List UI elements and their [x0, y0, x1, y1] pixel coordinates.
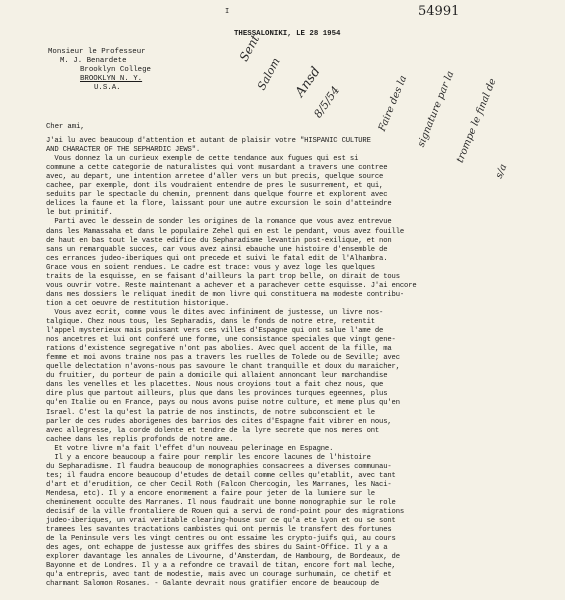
- letter-line: quelle delectation n'avons-nous pas savoure le chant tranquille et doux du maraicher,: [46, 363, 400, 372]
- letter-line: tramees les savantes tractations cambistes qui ont permis le transfert des fortunes: [46, 526, 392, 535]
- letter-line: qu'en Italie ou en France, pays ou nous avons puise notre culture, et meme plus qu'en: [46, 399, 400, 408]
- letter-line: Bayonne et de Londres. Il y a a refondre ce travail de titan, encore fort mal leche,: [46, 562, 396, 571]
- letter-line: femme et moi avons traine nos pas a travers les ruelles de Tolede ou de Seville; avec: [46, 354, 400, 363]
- letter-line: rations d'existence segregative n'ont pas abolies. Avec quel accent de la fille, ma: [46, 345, 392, 354]
- page-number: I: [225, 8, 230, 16]
- manuscript-number: 54991: [418, 4, 460, 19]
- letter-line: Vous avez ecrit, comme vous le dites avec infiniment de justesse, un livre nos-: [46, 308, 384, 317]
- letter-line: tes; il faudra encore beaucoup d'etudes de detail comme celles qu'etablit, avec tant: [46, 471, 396, 480]
- letter-line: charmant Salomon Rosanes. - Galante devrait nous gratifier encore de beaucoup de: [46, 580, 380, 589]
- letter-line: cachee dans les replis profonds de notre ame.: [46, 435, 234, 444]
- letter-line: des ages, ont echappe de justesse aux griffes des sbires du Saint-Office. Il y a a: [46, 544, 388, 553]
- letter-line: AND CHARACTER OF THE SEPHARDIC JEWS".: [46, 146, 201, 155]
- letter-line: delices la faune et la flore, laissant pour une autre excursion le soin d'atteindre: [46, 200, 392, 209]
- letter-line: vous ouvrir votre. Reste maintenant a achever et a parachever cette esquisse. J'ai encore: [46, 281, 417, 290]
- letter-line: parler de ces rudes aborigenes des barrios des cites d'Espagne fait vibrer en nous,: [46, 417, 392, 426]
- letter-line: Vous donnez la un curieux exemple de cette tendance aux fugues qui est si: [46, 155, 359, 164]
- address-line-country: U.S.A.: [94, 84, 121, 92]
- letter-line: de la Peninsule vers les vingt centres ou ont essaime les crypto-juifs qui, au cours: [46, 535, 396, 544]
- letter-line: traits de la esquisse, en se faisant d'ailleurs la part trop belle, on dirait de tous: [46, 272, 400, 281]
- address-line-institution: Brooklyn College: [80, 66, 151, 74]
- letter-line: decisif de la ville frontaliere de Rouen qui a servi de rond-point pour des migrations: [46, 508, 405, 517]
- letter-line: cachee, par exemple, dont ils voudraient entendre de pres le susurrement, et qui,: [46, 182, 384, 191]
- letter-line: de haut en bas tout le vaste edifice du Sepharadisme levantin post-exilique, et non: [46, 236, 392, 245]
- salutation: Cher ami,: [46, 123, 85, 131]
- letter-line: dans mes dossiers le reliquat inedit de mon livre qui constituera ma modeste contribu-: [46, 290, 405, 299]
- letter-line: cheminement occulte des Marranes. Il nous faudrait une bonne monographie sur le role: [46, 499, 396, 507]
- letter-line: du Sepharadisme. Il faudra beaucoup de monographies consacrees a diverses communau-: [46, 462, 392, 471]
- letter-line: dire plus que partout ailleurs, plus que dans les provinces turques egeennes, plus: [46, 390, 388, 399]
- address-line-title: Monsieur le Professeur: [48, 48, 146, 56]
- letter-line: seduits par le spectacle du chemin, prennent dans quelque fourre et explorent avec: [46, 191, 388, 200]
- address-line-name: M. J. Benardete: [60, 57, 127, 65]
- letter-line: du fruitier, du porteur de pain a domicile qui allaient annoncant leur marchandise: [46, 372, 388, 381]
- letter-line: tion a cet oeuvre de restitution historique.: [46, 299, 230, 308]
- letter-line: judeo-iberiques, un vrai veritable clearing-house sur ce qu'a ete Lyon et ou se sont: [46, 517, 396, 526]
- dateline: THESSALONIKI, LE 28 1954: [234, 30, 341, 38]
- letter-line: avec, au depart, une intention arretee d'aller vers un but precis, quelque source: [46, 173, 384, 182]
- letter-line: qu'a entrepris, avec tant de modestie, mais avec un courage surhumain, ce chetif et: [46, 571, 392, 580]
- handwritten-note-salom: Salom: [254, 55, 283, 93]
- letter-line: avec allegresse, la corde dolente et tendre de la lyre secrete que nos meres ont: [46, 426, 380, 435]
- letter-line: d'art et d'erudition, ce cher Cecil Roth (Falcon Chercogin, les Marranes, les Naci-: [46, 480, 392, 489]
- handwritten-note-sent: Sent: [236, 32, 263, 64]
- address-line-city: BROOKLYN N. Y.: [80, 75, 143, 83]
- handwritten-note-answered: Ansd: [292, 64, 324, 100]
- handwritten-note-margin: Faire des la signature par la trompe le final de s/a: [376, 69, 510, 181]
- letter-line: Israel. C'est la qu'est la patrie de nos instincts, de notre subconscient et le: [46, 408, 375, 417]
- letter-line: dans les venelles et les placettes. Nous nous croyions tout a fait chez nous, que: [46, 381, 384, 390]
- letter-line: talgique. Chez nous tous, les Sepharadis, dans le fonds de notre etre, retentit: [46, 318, 375, 326]
- letter-line: dans les Mamassaha et dans le populaire Zehel qui en est le pendant, vous avez fouille: [46, 227, 405, 236]
- letter-line: Et votre livre m'a fait l'effet d'un nouveau pelerinage en Espagne.: [46, 444, 334, 453]
- letter-line: nos ancetres et lui ont conferé une forme, une consistance speciales que vingt gene-: [46, 336, 396, 345]
- letter-line: J'ai lu avec beaucoup d'attention et autant de plaisir votre "HISPANIC CULTURE: [46, 137, 371, 145]
- letter-line: Il y a encore beaucoup a faire pour remplir les encore lacunes de l'histoire: [46, 453, 371, 462]
- letter-line: sans un remarquable succes, car vous avez ainsi ebauche une histoire d'ensemble de: [46, 245, 388, 254]
- letter-line: Grace vous en soient rendues. Le cadre est trace: vous y avez loge les quelques: [46, 263, 375, 272]
- letter-line: l'appel mysterieux mais puissant vers ces villes d'Espagne qui ont salue l'ame de: [46, 327, 384, 336]
- letter-line: ces errances judeo-iberiques qui ont precede et suivi le fatal edit de l'Alhambra.: [46, 254, 388, 263]
- letter-line: Mendesa, etc). Il y a encore enormement a faire pour jeter de la lumiere sur le: [46, 489, 375, 498]
- letter-line: le but primitif.: [46, 209, 113, 218]
- handwritten-note-date: 8/5/54: [311, 83, 343, 121]
- letter-line: explorer davantage les annales de Livourne, d'Amsterdam, de Hambourg, de Bordeaux, de: [46, 553, 400, 562]
- letter-line: Parti avec le dessein de sonder les origines de la romance que vous avez entrevue: [46, 218, 392, 227]
- letter-line: commune a cette categorie de naturalistes qui vont musardant a travers une contree: [46, 164, 388, 173]
